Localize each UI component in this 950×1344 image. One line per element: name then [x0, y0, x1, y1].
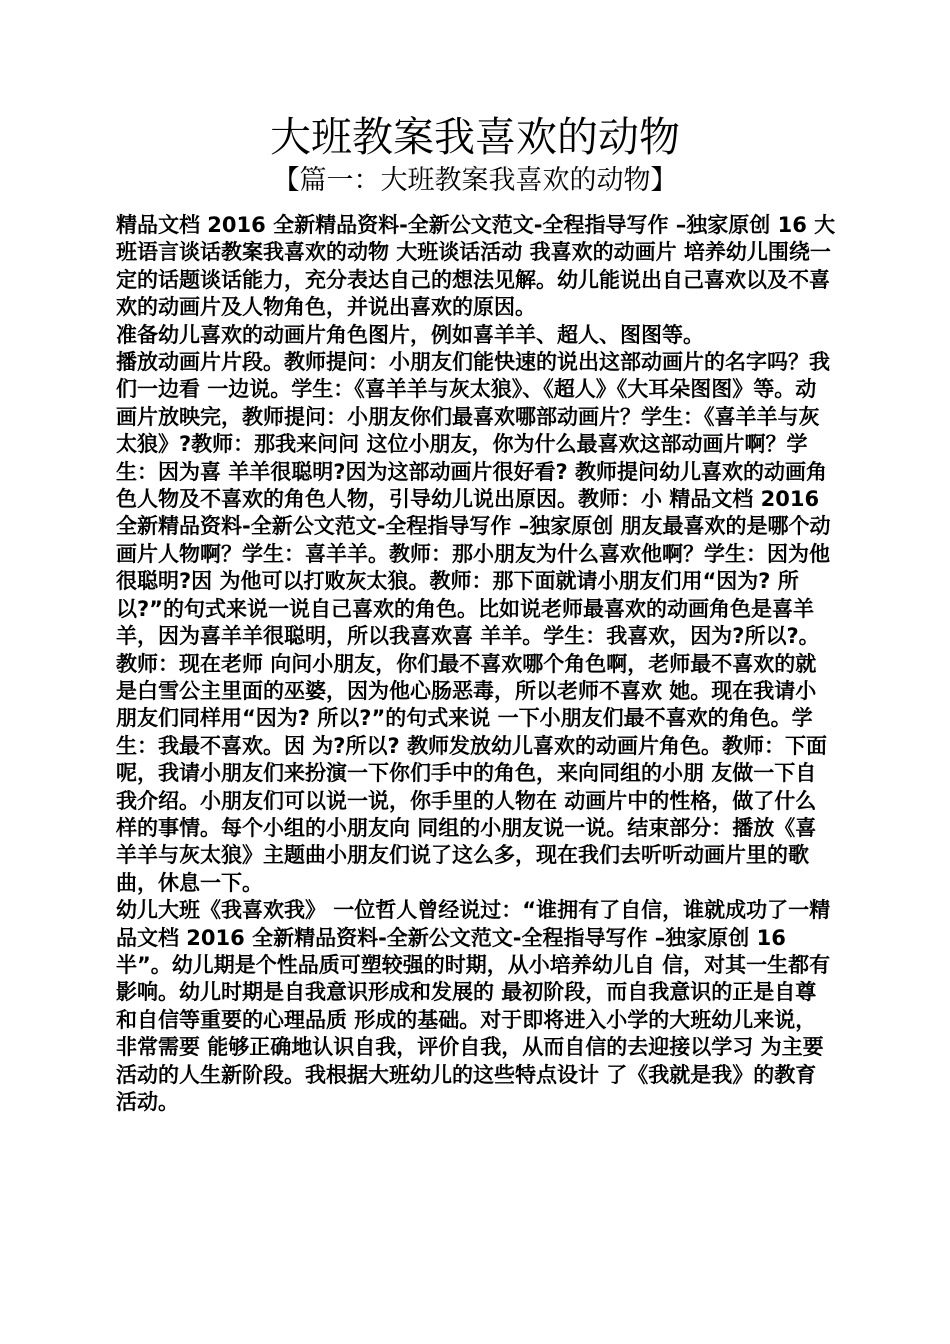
document-title: 大班教案我喜欢的动物 [270, 113, 680, 161]
paragraph-lesson-two: 幼儿大班《我喜欢我》 一位哲人曾经说过：“谁拥有了自信，谁就成功了一精品文档 2016 全新精品资料-全新公文范文-全程指导写作 –独家原创 16 半”。幼儿期是个性品质可塑较强的时期，从小培养幼儿自 信，对其一生都有影响。幼儿时期是自我意识形成和发展的 最初阶段，而自我意识的正是自尊和自信等重要的心理品质 形成的基础。对于即将进入小学的大班幼儿来说，非常需要 能够正确地认识自我，评价自我，从而自信的去迎接以学习 为主要活动的人生新阶段。我根据大班幼儿的这些特点设计 了《我就是我》的教育活动。 [116, 898, 831, 1114]
document-subtitle: 【篇一：大班教案我喜欢的动物】 [272, 165, 678, 196]
paragraph-intro: 精品文档 2016 全新精品资料-全新公文范文-全程指导写作 –独家原创 16 大班语言谈话教案我喜欢的动物 大班谈话活动 我喜欢的动画片 培养幼儿围绕一定的话题谈话能力，充分表达自己的想法见解。幼儿能说出自己喜欢以及不喜欢的动画片及人物角色，并说出喜欢的原因。 [116, 213, 836, 320]
paragraph-activity: 播放动画片片段。教师提问：小朋友们能快速的说出这部动画片的名字吗？我们一边看 一边说。学生：《喜羊羊与灰太狼》、《超人》《大耳朵图图》等。动画片放映完，教师提问：小朋友你们最喜欢哪部动画片？学生：《喜羊羊与灰太狼》?教师：那我来问问 这位小朋友，你为什么最喜欢这部动画片啊？学生：因为喜 羊羊很聪明?因为这部动画片很好看? 教师提问幼儿喜欢的动画角色人物及不喜欢的角色人物，引导幼儿说出原因。教师：小 精品文档 2016 全新精品资料-全新公文范文-全程指导写作 –独家原创 朋友最喜欢的是哪个动画片人物啊？学生：喜羊羊。教师：那小朋友为什么喜欢他啊？学生：因为他很聪明?因 为他可以打败灰太狼。教师：那下面就请小朋友们用“因为? 所以?”的句式来说一说自己喜欢的角色。比如说老师最喜欢的动画角色是喜羊羊，因为喜羊羊很聪明，所以我喜欢喜 羊羊。学生：我喜欢，因为?所以?。教师：现在老师 向问小朋友，你们最不喜欢哪个角色啊，老师最不喜欢的就 是白雪公主里面的巫婆，因为他心肠恶毒，所以老师不喜欢 她。现在我请小朋友们同样用“因为? 所以?”的句式来说 一下小朋友们最不喜欢的角色。学生：我最不喜欢。因 为?所以? 教师发放幼儿喜欢的动画片角色。教师：下面呢，我请小朋友们来扮演一下你们手中的角色，来向同组的小朋 友做一下自我介绍。小朋友们可以说一说，你手里的人物在 动画片中的性格，做了什么样的事情。每个小组的小朋友向 同组的小朋友说一说。结束部分：播放《喜羊羊与灰太狼》主题曲小朋友们说了这么多，现在我们去听听动画片里的歌曲，休息一下。 [116, 350, 831, 895]
document-body [116, 212, 836, 1116]
paragraph-preparation: 准备幼儿喜欢的动画片角色图片，例如喜羊羊、超人、图图等。 [116, 322, 704, 347]
